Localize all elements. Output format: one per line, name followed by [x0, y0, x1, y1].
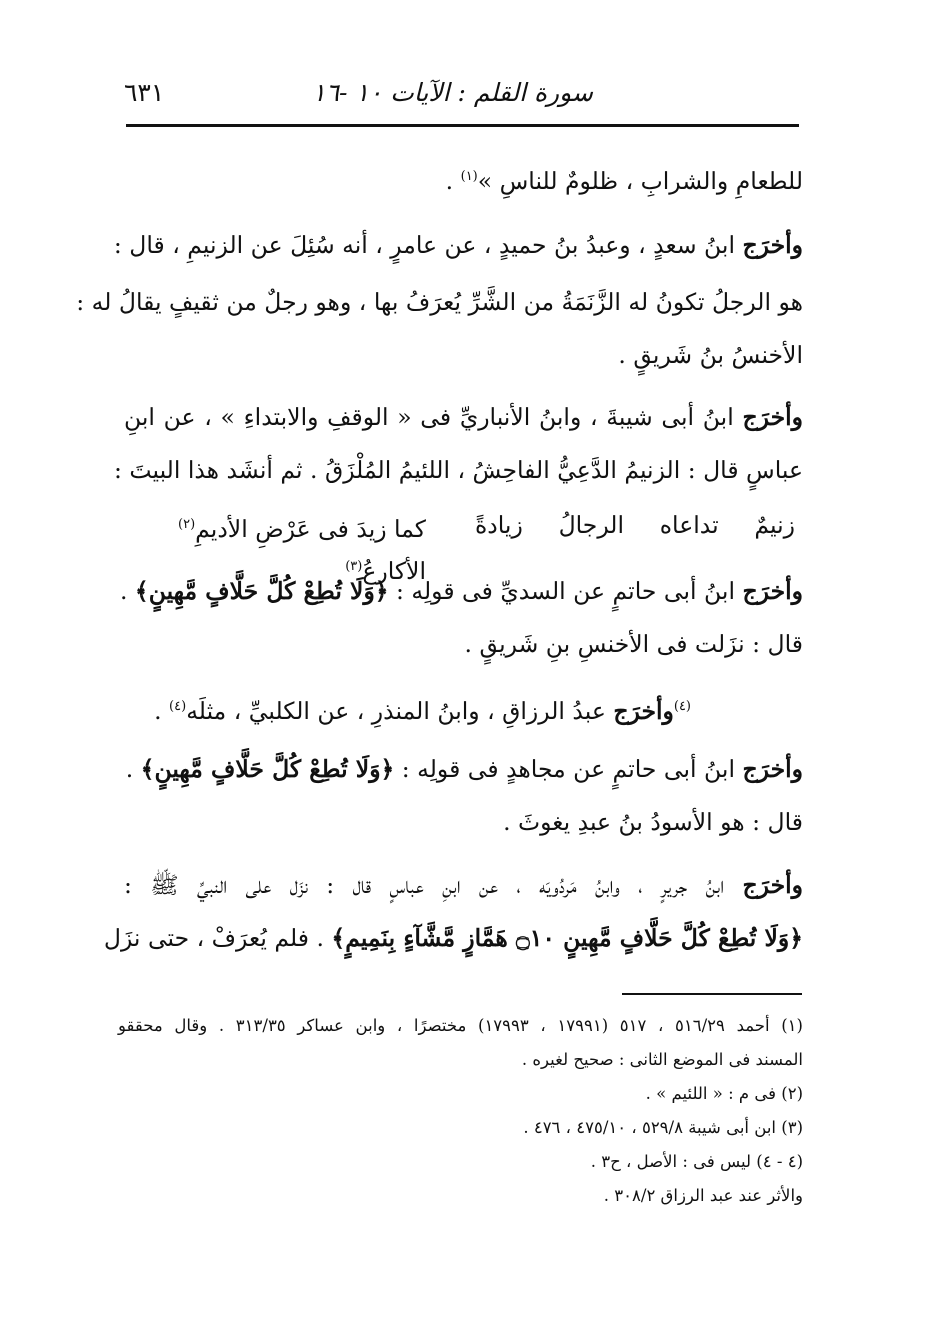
text-line-9 — [124, 688, 691, 730]
footnote-2: (٢) فى م : « اللئيم » . — [645, 1084, 803, 1103]
footnote-ref-2: (٢) — [178, 517, 196, 532]
surah-title: سورة القلم : الآيات ١٠ -١٦ — [312, 78, 593, 107]
keyword-akhraja: وأخرَج — [742, 403, 803, 431]
footnote-1: (١) أحمد ٥١٦/٢٩ ، ٥١٧ (١٧٩٩١ ، ١٧٩٩٣) مختصرًا ، وابن عساكر ٣١٣/٣٥ . وقال محققو — [118, 1016, 803, 1035]
text-fragment: هو الرجلُ تكونُ له الزَّنَمَةُ من الشَّرِّ يُعرَفُ بها ، وهو رجلٌ من ثقيفٍ يقالُ له : — [76, 288, 803, 316]
text-fragment: ابنُ أبى شيبةَ ، وابنُ الأنباريِّ فى « الوقفِ والابتداءِ » ، عن ابنِ — [124, 403, 743, 431]
verse-first-hemistich: زنيمٌ تداعاه الرجالُ زيادةً — [475, 511, 795, 539]
text-line-11 — [124, 803, 803, 841]
text-fragment: للطعامِ والشرابِ ، ظلومٌ للناسِ » — [477, 166, 803, 195]
keyword-akhraja: وأخرَج — [742, 755, 803, 783]
footnote-3: (٣) ابن أبى شيبة ٥٢٩/٨ ، ٤٧٥/١٠ ، ٤٧٦ . — [523, 1118, 803, 1137]
text-fragment: . — [125, 755, 141, 783]
text-fragment: عبدُ الرزاقِ ، وابنُ المنذرِ ، عن الكلبيِّ ، مثلَه — [186, 696, 614, 725]
text-line-8 — [124, 625, 803, 663]
footnote-4-continued: والأثر عند عبد الرزاق ٣٠٨/٢ . — [603, 1186, 803, 1205]
text-fragment: عباسٍ قال : الزنيمُ الدَّعِيُّ الفاحِشُ ، اللئيمُ المُلْزَقُ . ثم أنشَد هذا البيتَ : — [114, 456, 803, 484]
text-fragment: ابنُ جريرٍ ، وابنُ مَردُويَه ، عن ابنِ عباسٍ قال : نزَل على النبيِّ ﷺ : — [124, 871, 743, 899]
text-line-12 — [124, 866, 803, 904]
quran-quote: ﴿وَلَا تُطِعْ كُلَّ حَلَّافٍ مَّهِينٍ﴾ — [140, 755, 395, 783]
footnote-4: (٤ - ٤) ليس فى : الأصل ، ح٣ . — [590, 1152, 803, 1171]
text-line-10 — [124, 750, 803, 788]
keyword-akhraja: وأخرَج — [742, 871, 803, 899]
quran-quote: ﴿وَلَا تُطِعْ كُلَّ حَلَّافٍ مَّهِينٍ ۝١٠ هَمَّازٍ مَّشَّآءٍ بِنَمِيمٍ﴾ — [331, 924, 803, 952]
page-header — [124, 78, 803, 118]
text-fragment: كما زيدَ فى عَرْضِ الأديمِ — [195, 514, 426, 543]
text-line-13 — [103, 919, 803, 957]
text-fragment: ابنُ أبى حاتمٍ عن مجاهدٍ فى قولِه : — [394, 755, 743, 783]
footnote-rule — [622, 993, 802, 995]
footnote-ref-4-open: (٤) — [673, 699, 691, 714]
text-fragment: . — [154, 696, 170, 725]
text-fragment: قال : نزَلت فى الأخنسِ بنِ شَريقٍ . — [464, 630, 803, 658]
text-line-7 — [119, 572, 803, 610]
text-line-1 — [124, 158, 803, 200]
footnote-1-continued: المسند فى الموضع الثانى : صحيح لغيره . — [521, 1050, 803, 1069]
footnote-ref-3: (٣) — [345, 558, 363, 574]
text-line-3 — [76, 283, 803, 321]
quran-quote: ﴿وَلَا تُطِعْ كُلَّ حَلَّافٍ مَّهِينٍ﴾ — [134, 577, 389, 605]
text-fragment: ابنُ سعدٍ ، وعبدُ بنُ حميدٍ ، عن عامرٍ ، أنه سُئِلَ عن الزنيمِ ، قال : — [113, 231, 743, 259]
text-fragment: . فلم يُعرَفْ ، حتى نزَل — [103, 924, 332, 952]
text-fragment: ابنُ أبى حاتمٍ عن السديِّ فى قولِه : — [388, 577, 743, 605]
text-line-4 — [124, 336, 803, 374]
text-line-2 — [113, 226, 803, 264]
text-fragment: قال : هو الأسودُ بنُ عبدِ يغوثَ . — [503, 808, 803, 836]
text-line-6 — [114, 451, 803, 489]
page-number: ٦٣١ — [124, 78, 165, 107]
text-fragment: الأكارعُ — [362, 556, 426, 585]
footnote-ref-4-close: (٤) — [169, 699, 187, 714]
keyword-akhraja: وأخرَج — [742, 231, 803, 259]
keyword-akhraja: وأخرَج — [613, 696, 674, 725]
text-fragment: . — [119, 577, 135, 605]
text-fragment: . — [445, 166, 461, 195]
keyword-akhraja: وأخرَج — [742, 577, 803, 605]
footnote-ref-1: (١) — [460, 169, 478, 184]
header-rule — [126, 124, 799, 127]
text-fragment: الأخنسُ بنُ شَريقٍ . — [618, 341, 803, 369]
text-line-5 — [124, 398, 803, 436]
